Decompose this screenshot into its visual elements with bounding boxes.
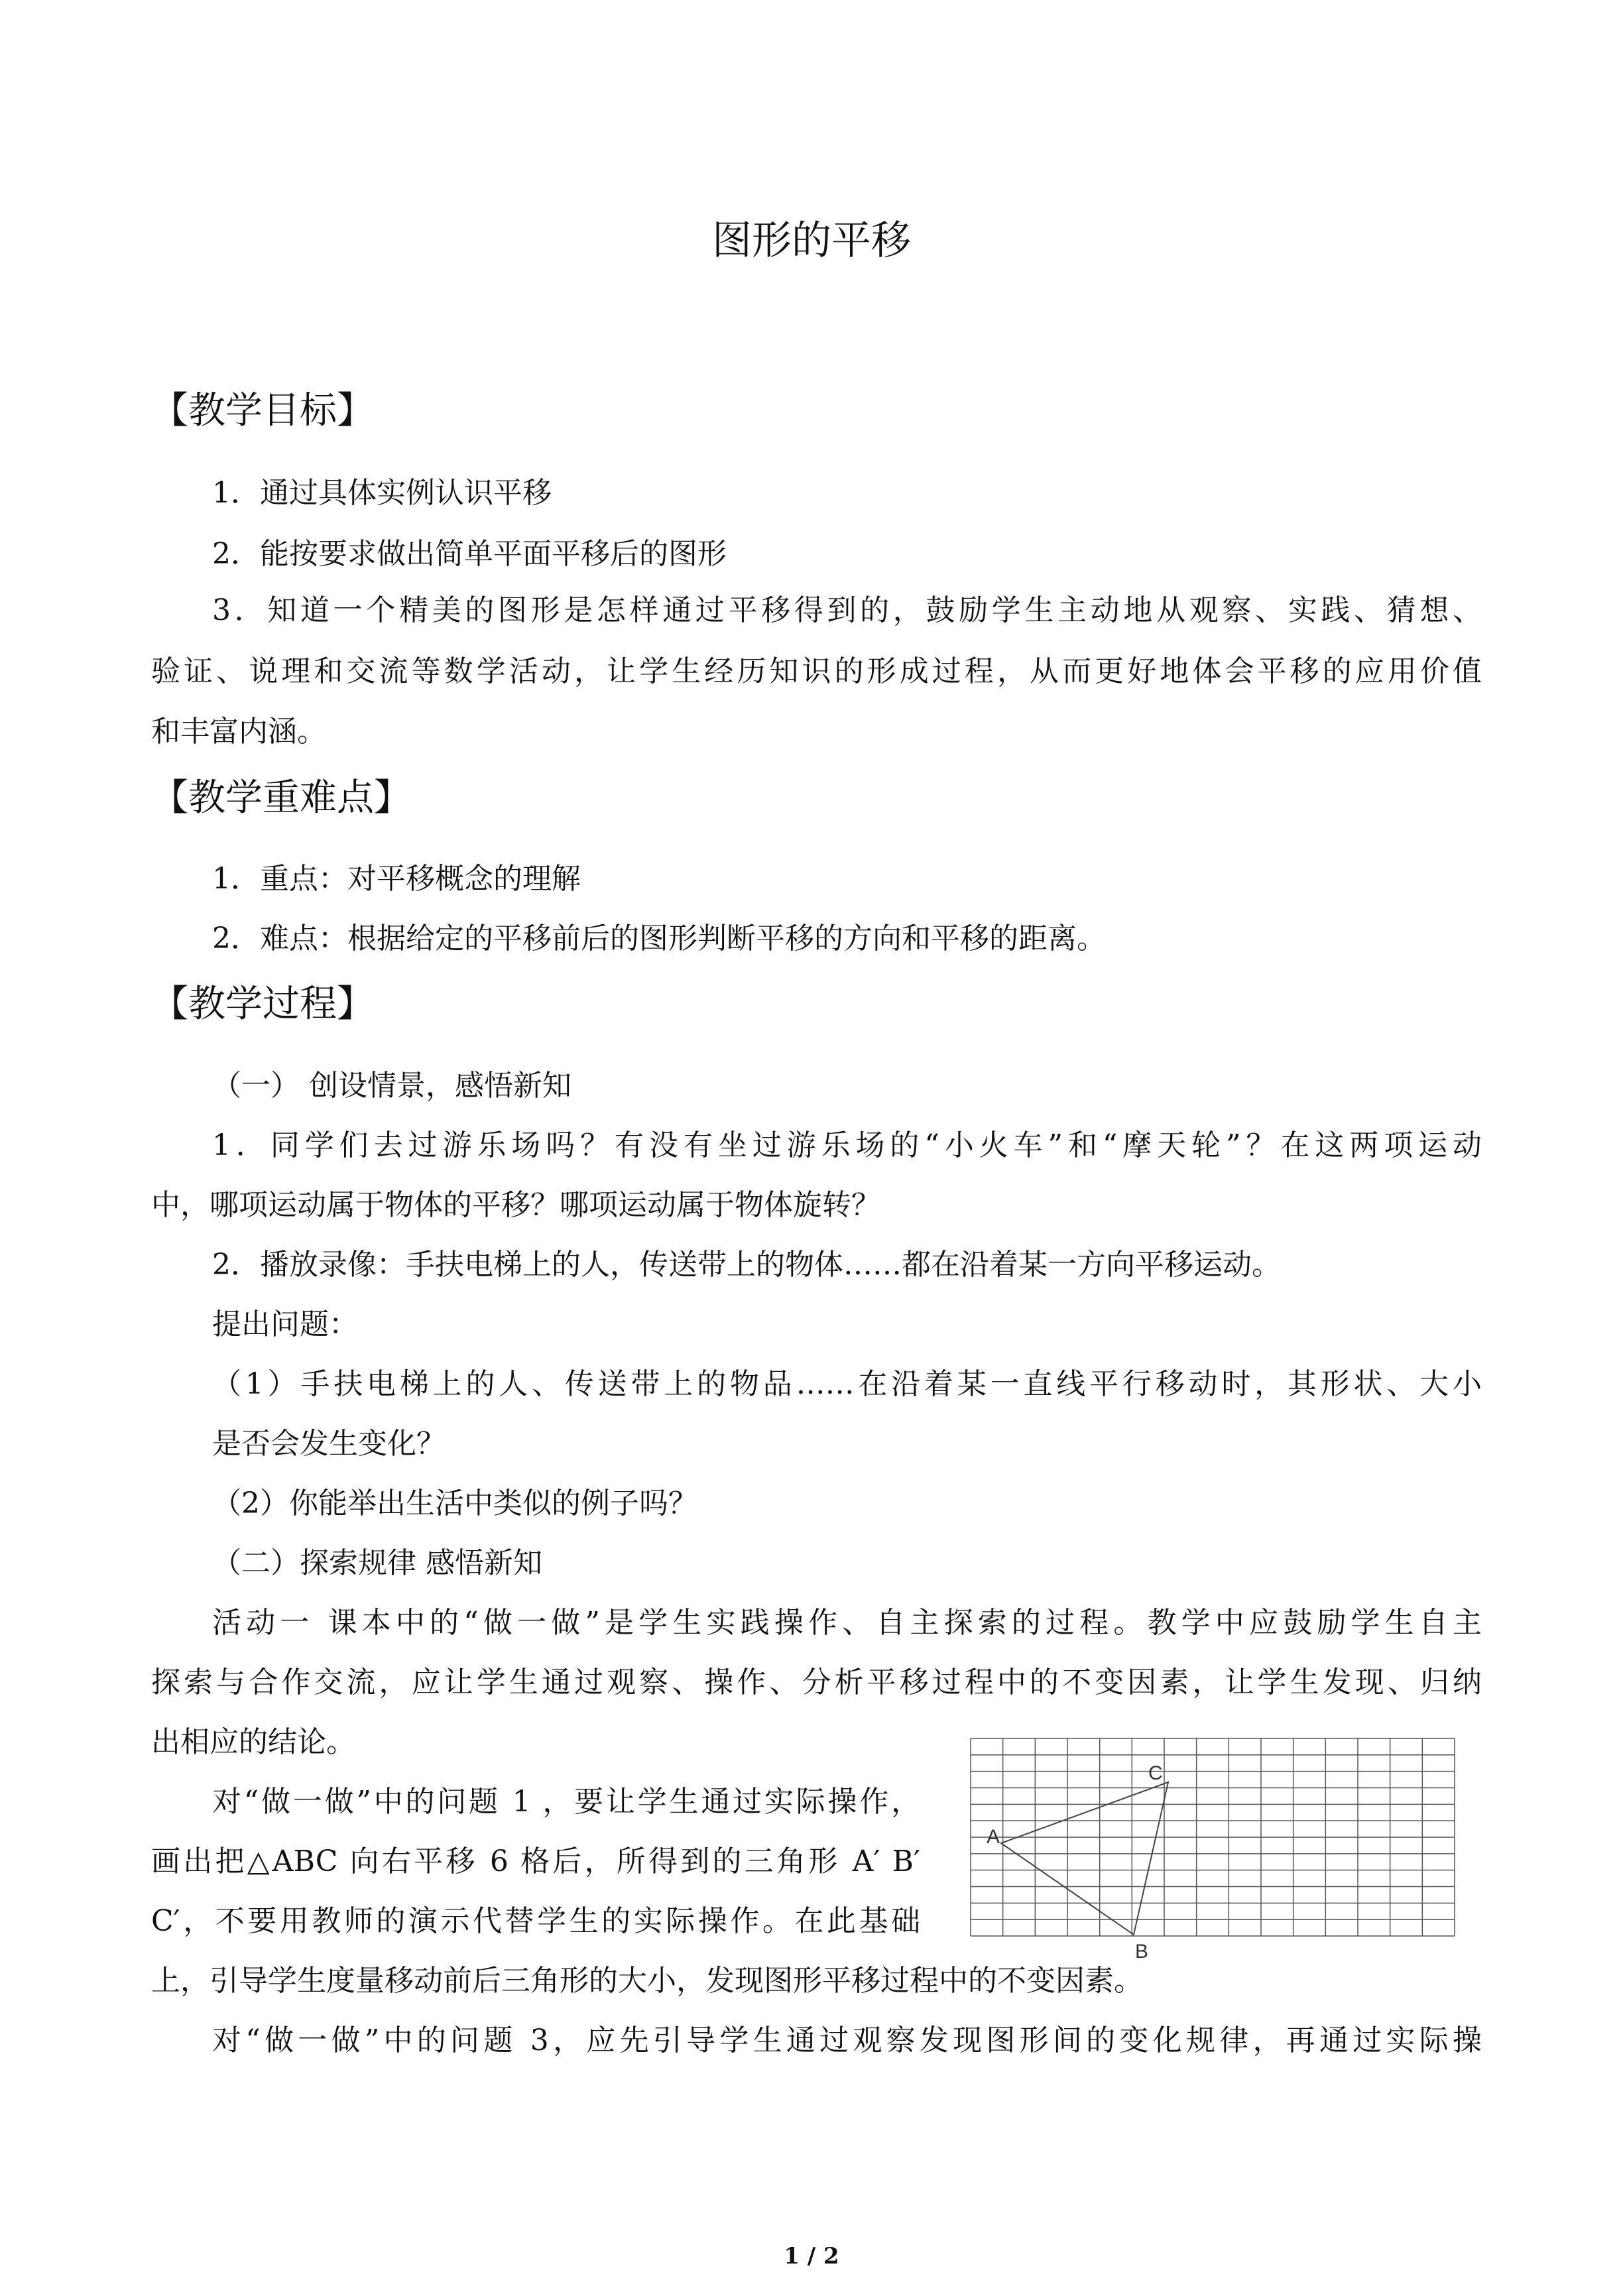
doit-q3-line-1: 对“做一做”中的问题 3，应先引导学生通过观察发现图形间的变化规律，再通过实际操 <box>212 2024 1482 2057</box>
part1-para2: 2．播放录像：手扶电梯上的人，传送带上的物体……都在沿着某一方向平移运动。 <box>212 1248 1281 1282</box>
part1-title: （一） 创设情景，感悟新知 <box>212 1069 571 1103</box>
question-1-line-2: 是否会发生变化？ <box>212 1427 446 1461</box>
key-points-heading: 【教学重难点】 <box>151 776 411 819</box>
activity1-line-1: 活动一 课本中的“做一做”是学生实践操作、自主探索的过程。教学中应鼓励学生自主 <box>212 1606 1482 1640</box>
page-title: 图形的平移 <box>712 217 911 264</box>
vertex-label-a: A <box>987 1826 1000 1848</box>
part1-para3: 提出问题： <box>212 1307 358 1341</box>
vertex-label-b: B <box>1135 1941 1149 1963</box>
grid-lines <box>971 1738 1455 1936</box>
process-heading: 【教学过程】 <box>151 983 374 1026</box>
part2-title: （二）探索规律 感悟新知 <box>212 1546 542 1580</box>
objective-item-2: 2．能按要求做出简单平面平移后的图形 <box>212 537 727 571</box>
part1-para1-line-2: 中，哪项运动属于物体的平移？哪项运动属于物体旋转？ <box>151 1188 880 1222</box>
question-2: （2）你能举出生活中类似的例子吗？ <box>212 1486 697 1520</box>
activity1-line-3: 出相应的结论。 <box>151 1725 355 1759</box>
doit-q1-line-4: 上，引导学生度量移动前后三角形的大小，发现图形平移过程中的不变因素。 <box>151 1964 1143 1998</box>
doit-q1-line-2: 画出把△ABC 向右平移 6 格后，所得到的三角形 A′ B′ <box>151 1844 920 1878</box>
objective-item-1: 1．通过具体实例认识平移 <box>212 476 552 510</box>
grid-triangle-figure <box>968 1736 1472 1963</box>
objective-item-3-line-2: 验证、说理和交流等数学活动，让学生经历知识的形成过程，从而更好地体会平移的应用价值 <box>151 654 1482 688</box>
triangle-abc <box>1001 1782 1168 1935</box>
objectives-heading: 【教学目标】 <box>151 389 374 432</box>
doit-q1-line-3: C′，不要用教师的演示代替学生的实际操作。在此基础 <box>151 1904 920 1938</box>
objective-item-3-line-1: 3．知道一个精美的图形是怎样通过平移得到的，鼓励学生主动地从观察、实践、猜想、 <box>212 593 1482 627</box>
vertex-label-c: C <box>1148 1762 1163 1784</box>
key-point-item-2: 2．难点：根据给定的平移前后的图形判断平移的方向和平移的距离。 <box>212 922 1106 955</box>
activity1-line-2: 探索与合作交流，应让学生通过观察、操作、分析平移过程中的不变因素，让学生发现、归纳 <box>151 1665 1482 1699</box>
part1-para1-line-1: 1．同学们去过游乐场吗？有没有坐过游乐场的“小火车”和“摩天轮”？在这两项运动 <box>212 1128 1482 1162</box>
key-point-item-1: 1．重点：对平移概念的理解 <box>212 862 581 896</box>
question-1-line-1: （1）手扶电梯上的人、传送带上的物品……在沿着某一直线平行移动时，其形状、大小 <box>212 1367 1482 1401</box>
page-number: 1 / 2 <box>784 2243 839 2269</box>
doit-q1-line-1: 对“做一做”中的问题 1 ，要让学生通过实际操作， <box>212 1785 920 1819</box>
objective-item-3-line-3: 和丰富内涵。 <box>151 715 326 749</box>
